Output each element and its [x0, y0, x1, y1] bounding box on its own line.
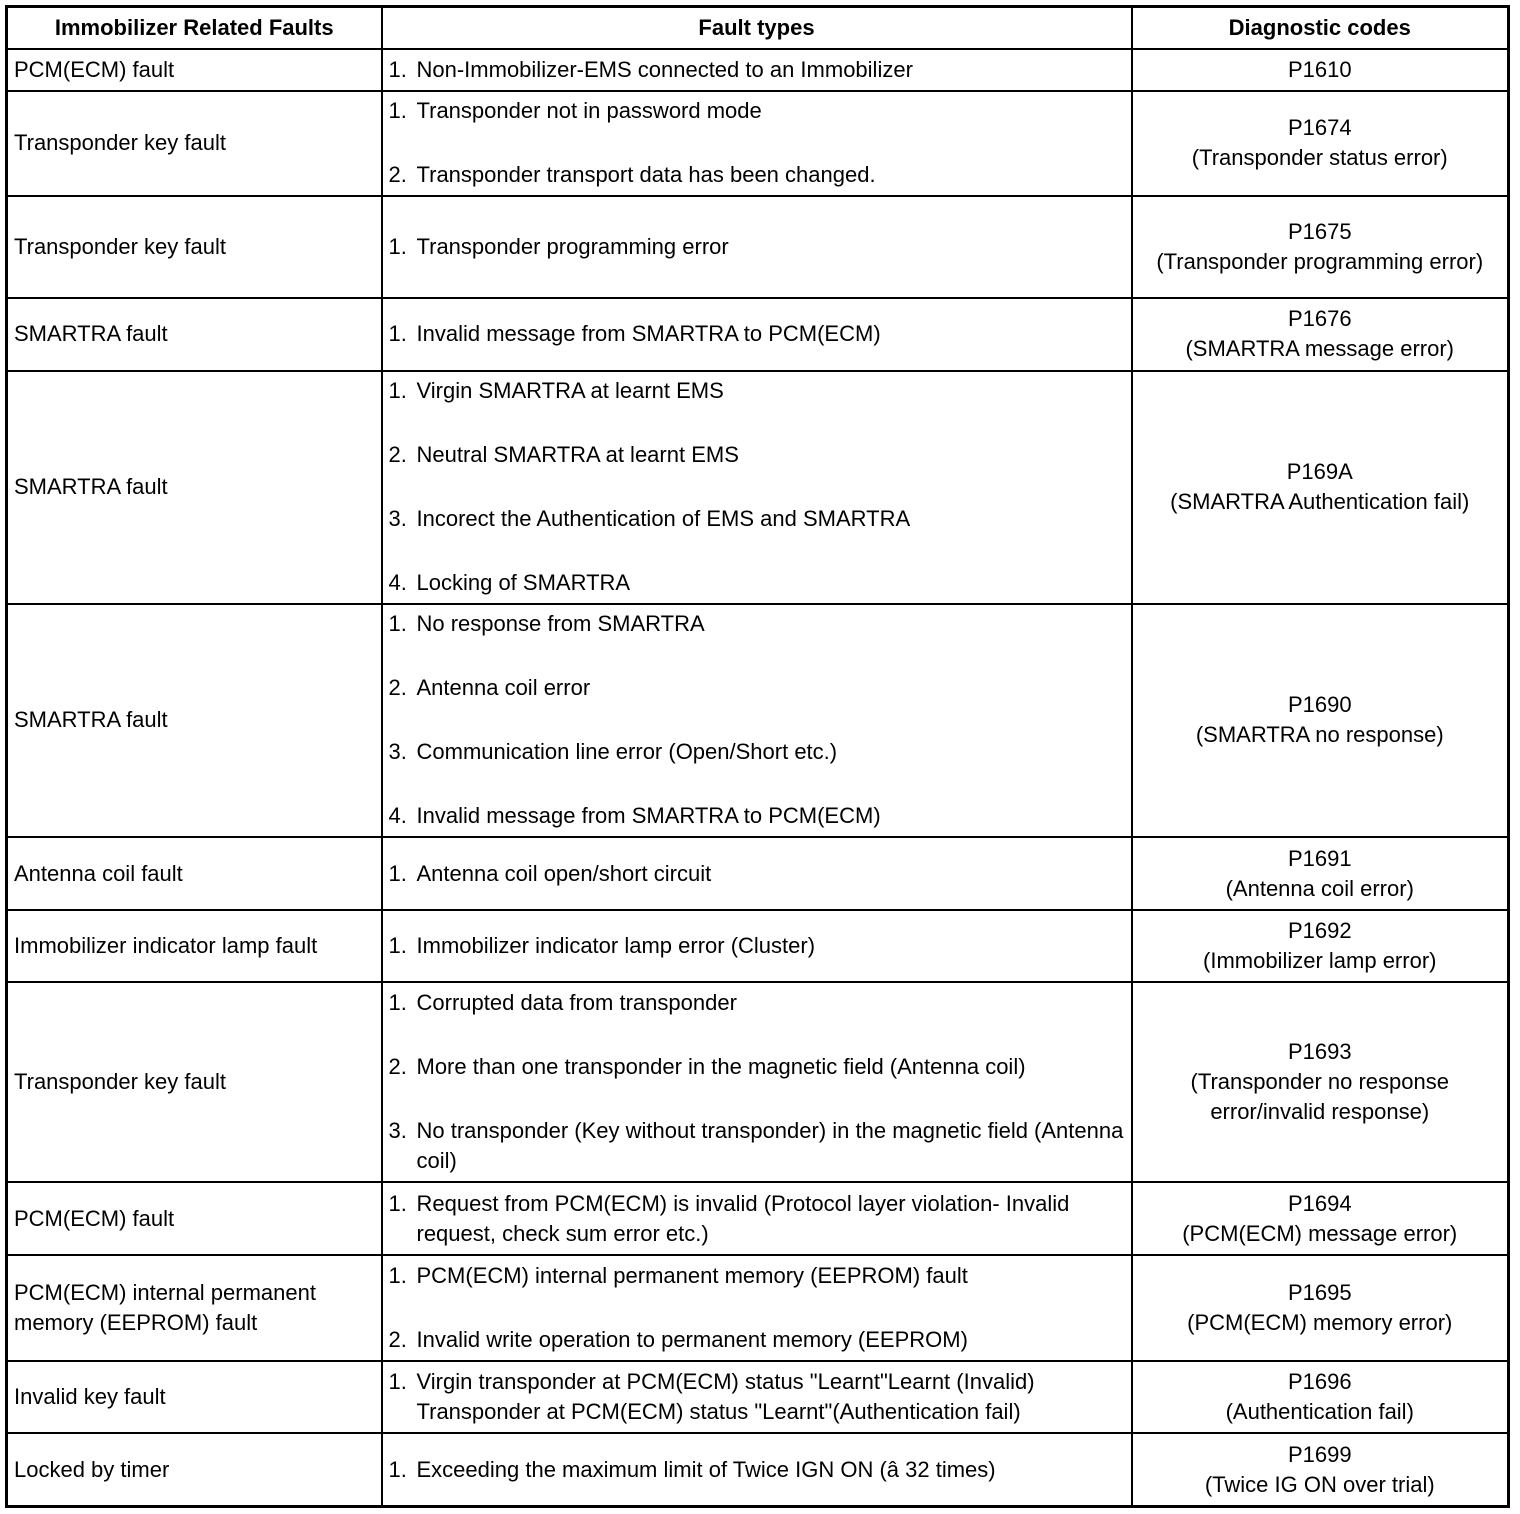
table-row	[7, 604, 1509, 837]
diagnostic-code-cell	[1132, 982, 1509, 1182]
diagnostic-code-cell	[1132, 837, 1509, 910]
fault-type-text: Invalid write operation to permanent memory (EEPROM)	[416, 1327, 968, 1353]
fault-types-cell	[382, 1361, 1132, 1433]
fault-category: SMARTRA fault	[7, 371, 382, 604]
header-diagnostic-codes: Diagnostic codes	[1132, 7, 1509, 49]
diagnostic-code-description: (PCM(ECM) memory error)	[1187, 1310, 1453, 1336]
fault-type-number: 1.	[388, 860, 407, 886]
fault-types-cell	[382, 982, 1132, 1182]
fault-category: SMARTRA fault	[7, 298, 382, 371]
fault-category: PCM(ECM) fault	[7, 49, 382, 91]
fault-type-number: 4.	[388, 803, 407, 829]
fault-type-number: 1.	[388, 56, 407, 82]
diagnostic-code-description: (SMARTRA message error)	[1185, 336, 1455, 362]
fault-type-text: No response from SMARTRA	[416, 611, 705, 637]
fault-type-item	[389, 609, 1125, 639]
diagnostic-code-cell	[1132, 1255, 1509, 1361]
diagnostic-code-description: (Transponder status error)	[1191, 145, 1448, 171]
diagnostic-code-cell	[1132, 1361, 1509, 1433]
table-row	[7, 1361, 1509, 1433]
fault-type-item	[389, 859, 1125, 889]
fault-type-text: Communication line error (Open/Short etc.)	[416, 739, 838, 765]
table-body	[7, 49, 1509, 1507]
fault-type-number: 2.	[388, 1327, 407, 1353]
fault-type-item	[389, 737, 1125, 767]
header-row	[7, 7, 1509, 49]
fault-type-text: Invalid message from SMARTRA to PCM(ECM)	[416, 321, 881, 347]
fault-type-number: 2.	[388, 675, 407, 701]
fault-type-text: Antenna coil error	[416, 675, 591, 701]
fault-type-number: 1.	[388, 1369, 407, 1395]
fault-type-item	[389, 568, 1125, 598]
fault-category: Transponder key fault	[7, 91, 382, 196]
diagnostic-code: P1692	[1287, 918, 1352, 944]
fault-type-text: No transponder (Key without transponder) in the magnetic field (Antenna coil)	[416, 1118, 1124, 1174]
fault-type-item	[389, 319, 1125, 349]
fault-type-item	[389, 440, 1125, 470]
fault-types-cell	[382, 49, 1132, 91]
fault-type-number: 1.	[388, 933, 407, 959]
diagnostic-code-cell	[1132, 910, 1509, 982]
diagnostic-code-cell	[1132, 604, 1509, 837]
diagnostic-code: P1676	[1287, 306, 1352, 332]
fault-type-number: 3.	[388, 1118, 407, 1144]
fault-types-cell	[382, 1182, 1132, 1255]
fault-type-number: 2.	[388, 162, 407, 188]
fault-type-text: Non-Immobilizer-EMS connected to an Immobilizer	[416, 56, 913, 82]
fault-type-item	[389, 931, 1125, 961]
fault-type-number: 1.	[388, 378, 407, 404]
fault-type-item	[389, 232, 1125, 262]
fault-types-cell	[382, 604, 1132, 837]
fault-type-item	[389, 1052, 1125, 1082]
fault-type-text: Antenna coil open/short circuit	[416, 860, 712, 886]
header-faults: Immobilizer Related Faults	[7, 7, 382, 49]
fault-category: Transponder key fault	[7, 982, 382, 1182]
fault-types-cell	[382, 1433, 1132, 1506]
fault-types-cell	[382, 91, 1132, 196]
table-row	[7, 196, 1509, 298]
fault-type-number: 2.	[388, 442, 407, 468]
diagnostic-code-description: (Transponder no response error/invalid response)	[1190, 1069, 1449, 1125]
fault-type-text: Locking of SMARTRA	[416, 570, 631, 596]
diagnostic-code-description: (Immobilizer lamp error)	[1203, 948, 1437, 974]
table-row	[7, 1182, 1509, 1255]
fault-types-cell	[382, 1255, 1132, 1361]
fault-type-number: 2.	[388, 1054, 407, 1080]
diagnostic-code-cell	[1132, 1433, 1509, 1506]
fault-category: Invalid key fault	[7, 1361, 382, 1433]
diagnostic-code-description: (PCM(ECM) message error)	[1182, 1220, 1458, 1246]
fault-type-item	[389, 988, 1125, 1018]
fault-types-cell	[382, 837, 1132, 910]
fault-type-item	[389, 1261, 1125, 1291]
fault-type-text: PCM(ECM) internal permanent memory (EEPROM) fault	[416, 1263, 968, 1289]
fault-type-number: 1.	[388, 1263, 407, 1289]
fault-type-number: 1.	[388, 990, 407, 1016]
fault-category: PCM(ECM) fault	[7, 1182, 382, 1255]
diagnostic-code: P1675	[1287, 218, 1352, 244]
diagnostic-code: P1699	[1287, 1441, 1352, 1467]
fault-type-item	[389, 1116, 1125, 1176]
diagnostic-code-cell	[1132, 91, 1509, 196]
fault-type-text: Corrupted data from transponder	[416, 990, 737, 1016]
header-fault-types: Fault types	[382, 7, 1132, 49]
fault-type-text: Exceeding the maximum limit of Twice IGN ON (â 32 times)	[416, 1456, 996, 1482]
diagnostic-code: P1610	[1287, 56, 1352, 82]
diagnostic-code-cell	[1132, 49, 1509, 91]
table-row	[7, 837, 1509, 910]
fault-type-text: Virgin SMARTRA at learnt EMS	[416, 378, 724, 404]
fault-type-number: 3.	[388, 506, 407, 532]
fault-type-number: 3.	[388, 739, 407, 765]
fault-type-number: 4.	[388, 570, 407, 596]
diagnostic-code-cell	[1132, 1182, 1509, 1255]
fault-type-item	[389, 160, 1125, 190]
fault-category: Locked by timer	[7, 1433, 382, 1506]
table-row	[7, 982, 1509, 1182]
diagnostic-code-description: (Twice IG ON over trial)	[1204, 1471, 1435, 1497]
fault-type-item	[389, 376, 1125, 406]
diagnostic-code-description: (Transponder programming error)	[1156, 248, 1484, 274]
diagnostic-code: P1674	[1287, 115, 1352, 141]
fault-category: Antenna coil fault	[7, 837, 382, 910]
diagnostic-code: P169A	[1286, 459, 1353, 485]
fault-types-cell	[382, 298, 1132, 371]
fault-type-item	[389, 504, 1125, 534]
table-row	[7, 371, 1509, 604]
fault-type-item	[389, 1367, 1125, 1427]
fault-category: PCM(ECM) internal permanent memory (EEPROM) fault	[7, 1255, 382, 1361]
diagnostic-code-cell	[1132, 371, 1509, 604]
fault-types-cell	[382, 371, 1132, 604]
fault-type-text: Virgin transponder at PCM(ECM) status "Learnt"Learnt (Invalid) Transponder at PCM(ECM) status "Learnt"(Authentication fail)	[416, 1369, 1035, 1425]
diagnostic-code-description: (SMARTRA Authentication fail)	[1170, 489, 1470, 515]
fault-type-text: Immobilizer indicator lamp error (Cluster)	[416, 933, 816, 959]
fault-type-item	[389, 1189, 1125, 1249]
fault-type-number: 1.	[388, 1190, 407, 1216]
table-row	[7, 91, 1509, 196]
fault-type-item	[389, 1325, 1125, 1355]
fault-type-number: 1.	[388, 98, 407, 124]
fault-types-cell	[382, 910, 1132, 982]
fault-type-number: 1.	[388, 1456, 407, 1482]
diagnostic-code: P1694	[1287, 1190, 1352, 1216]
diagnostic-code-description: (SMARTRA no response)	[1195, 722, 1444, 748]
fault-type-text: Incorect the Authentication of EMS and SMARTRA	[416, 506, 911, 532]
table-row	[7, 1255, 1509, 1361]
diagnostic-code: P1695	[1287, 1280, 1352, 1306]
diagnostic-code: P1691	[1287, 845, 1352, 871]
fault-type-item	[389, 801, 1125, 831]
diagnostic-code-cell	[1132, 298, 1509, 371]
fault-type-text: Transponder not in password mode	[416, 98, 762, 124]
fault-type-text: More than one transponder in the magnetic field (Antenna coil)	[416, 1054, 1026, 1080]
fault-type-text: Request from PCM(ECM) is invalid (Protocol layer violation- Invalid request, check sum error etc.)	[416, 1190, 1070, 1246]
table-row	[7, 910, 1509, 982]
diagnostic-code-description: (Antenna coil error)	[1225, 875, 1414, 901]
fault-category: Immobilizer indicator lamp fault	[7, 910, 382, 982]
diagnostic-code: P1690	[1287, 692, 1352, 718]
diagnostic-code-cell	[1132, 196, 1509, 298]
diagnostic-code: P1696	[1287, 1369, 1352, 1395]
fault-type-item	[389, 1455, 1125, 1485]
fault-type-item	[389, 673, 1125, 703]
table-row	[7, 1433, 1509, 1506]
immobilizer-faults-table	[5, 5, 1510, 1508]
fault-types-cell	[382, 196, 1132, 298]
fault-category: SMARTRA fault	[7, 604, 382, 837]
fault-type-number: 1.	[388, 233, 407, 259]
table-row	[7, 49, 1509, 91]
fault-type-number: 1.	[388, 611, 407, 637]
fault-type-text: Neutral SMARTRA at learnt EMS	[416, 442, 739, 468]
table-row	[7, 298, 1509, 371]
fault-type-item	[389, 55, 1125, 85]
diagnostic-code-description: (Authentication fail)	[1225, 1399, 1414, 1425]
fault-type-number: 1.	[388, 321, 407, 347]
fault-category: Transponder key fault	[7, 196, 382, 298]
fault-type-text: Transponder transport data has been changed.	[416, 162, 876, 188]
fault-type-text: Invalid message from SMARTRA to PCM(ECM)	[416, 803, 881, 829]
diagnostic-code: P1693	[1287, 1039, 1352, 1065]
fault-type-item	[389, 96, 1125, 126]
fault-type-text: Transponder programming error	[416, 233, 729, 259]
